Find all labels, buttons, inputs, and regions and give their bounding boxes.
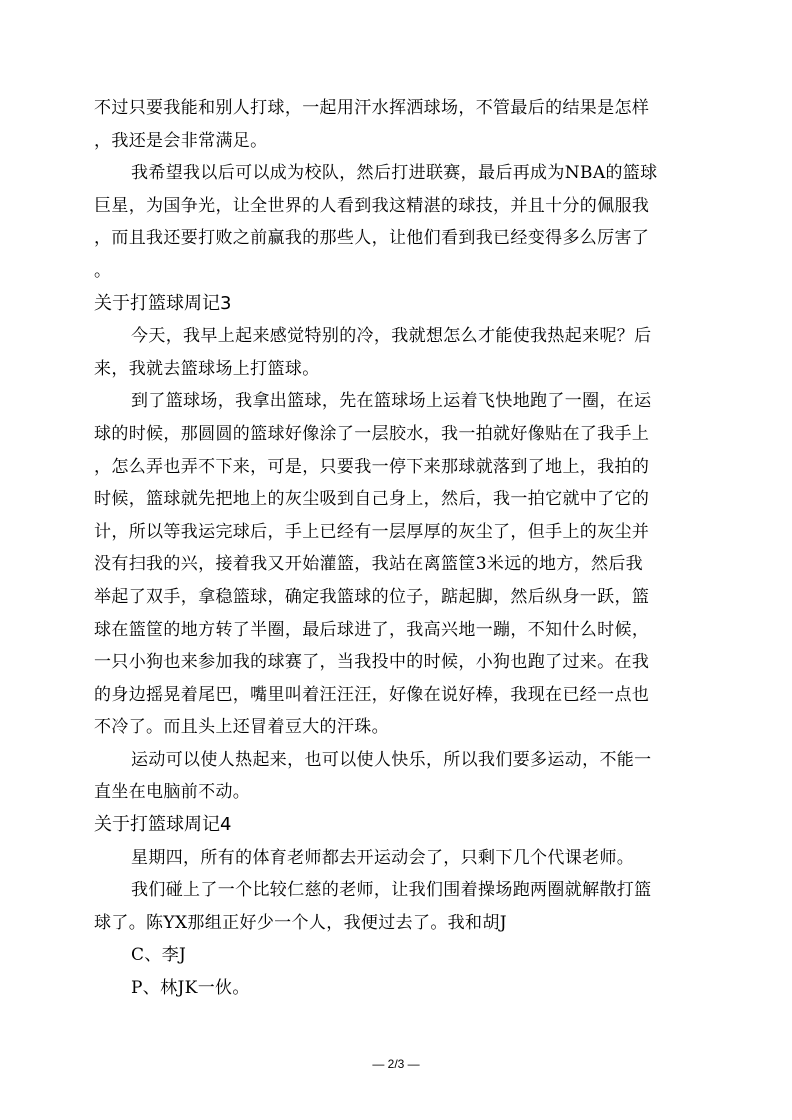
page-number: — 2/3 — (372, 1057, 420, 1071)
text-line: 球的时候，那圆圆的篮球好像涂了一层胶水，我一拍就好像贴在了我手上 (94, 423, 650, 444)
text-line: 不过只要我能和别人打球，一起用汗水挥洒球场，不管最后的结果是怎样 (94, 98, 650, 118)
section-heading-3: 关于打篮球周记3 (94, 292, 232, 314)
text-line: 。 (94, 260, 112, 281)
paragraph-first-line: C、李J (131, 945, 187, 966)
paragraph-first-line: 运动可以使人热起来，也可以使人快乐，所以我们要多运动，不能一 (131, 749, 652, 770)
paragraph-first-line: 今天，我早上起来感觉特别的冷，我就想怎么才能使我热起来呢？后 (131, 326, 652, 347)
text-line: 的身边摇晃着尾巴，嘴里叫着汪汪汪，好像在说好棒，我现在已经一点也 (94, 684, 650, 705)
paragraph-first-line: 星期四，所有的体育老师都去开运动会了，只剩下几个代课老师。 (131, 847, 635, 868)
paragraph-first-line: 我希望我以后可以成为校队，然后打进联赛，最后再成为NBA的篮球 (131, 163, 658, 184)
text-line: 球了。陈YX那组正好少一个人，我便过去了。我和胡J (94, 912, 507, 933)
text-line: ，怎么弄也弄不下来，可是，只要我一停下来那球就落到了地上，我拍的 (94, 456, 650, 477)
paragraph-first-line: 到了篮球场，我拿出篮球，先在篮球场上运着飞快地跑了一圈，在运 (131, 391, 652, 412)
text-line: 巨星，为国争光，让全世界的人看到我这精湛的球技，并且十分的佩服我 (94, 195, 650, 216)
text-line: 时候，篮球就先把地上的灰尘吸到自己身上，然后，我一拍它就中了它的 (94, 489, 650, 510)
text-line: ，而且我还要打败之前赢我的那些人，让他们看到我已经变得多么厉害了 (94, 228, 650, 249)
text-line: 球在篮筐的地方转了半圈，最后球进了，我高兴地一蹦，不知什么时候， (94, 619, 650, 640)
text-line: ，我还是会非常满足。 (94, 130, 268, 151)
text-line: 来，我就去篮球场上打篮球。 (94, 358, 320, 379)
text-line: 不冷了。而且头上还冒着豆大的汗珠。 (94, 717, 389, 738)
text-line: 计，所以等我运完球后，手上已经有一层厚厚的灰尘了，但手上的灰尘并 (94, 521, 650, 542)
text-line: 一只小狗也来参加我的球赛了，当我投中的时候，小狗也跑了过来。在我 (94, 652, 650, 673)
document-body (94, 92, 698, 1005)
text-line: 没有扫我的兴，接着我又开始灌篮，我站在离篮筐3米远的地方，然后我 (94, 554, 644, 575)
text-line: 举起了双手，拿稳篮球，确定我篮球的位子，踮起脚，然后纵身一跃，篮 (94, 586, 650, 607)
text-line: 直坐在电脑前不动。 (94, 782, 251, 803)
paragraph-first-line: P、林JK一伙。 (131, 978, 250, 999)
paragraph-first-line: 我们碰上了一个比较仁慈的老师，让我们围着操场跑两圈就解散打篮 (131, 880, 652, 901)
section-heading-4: 关于打篮球周记4 (94, 814, 232, 836)
